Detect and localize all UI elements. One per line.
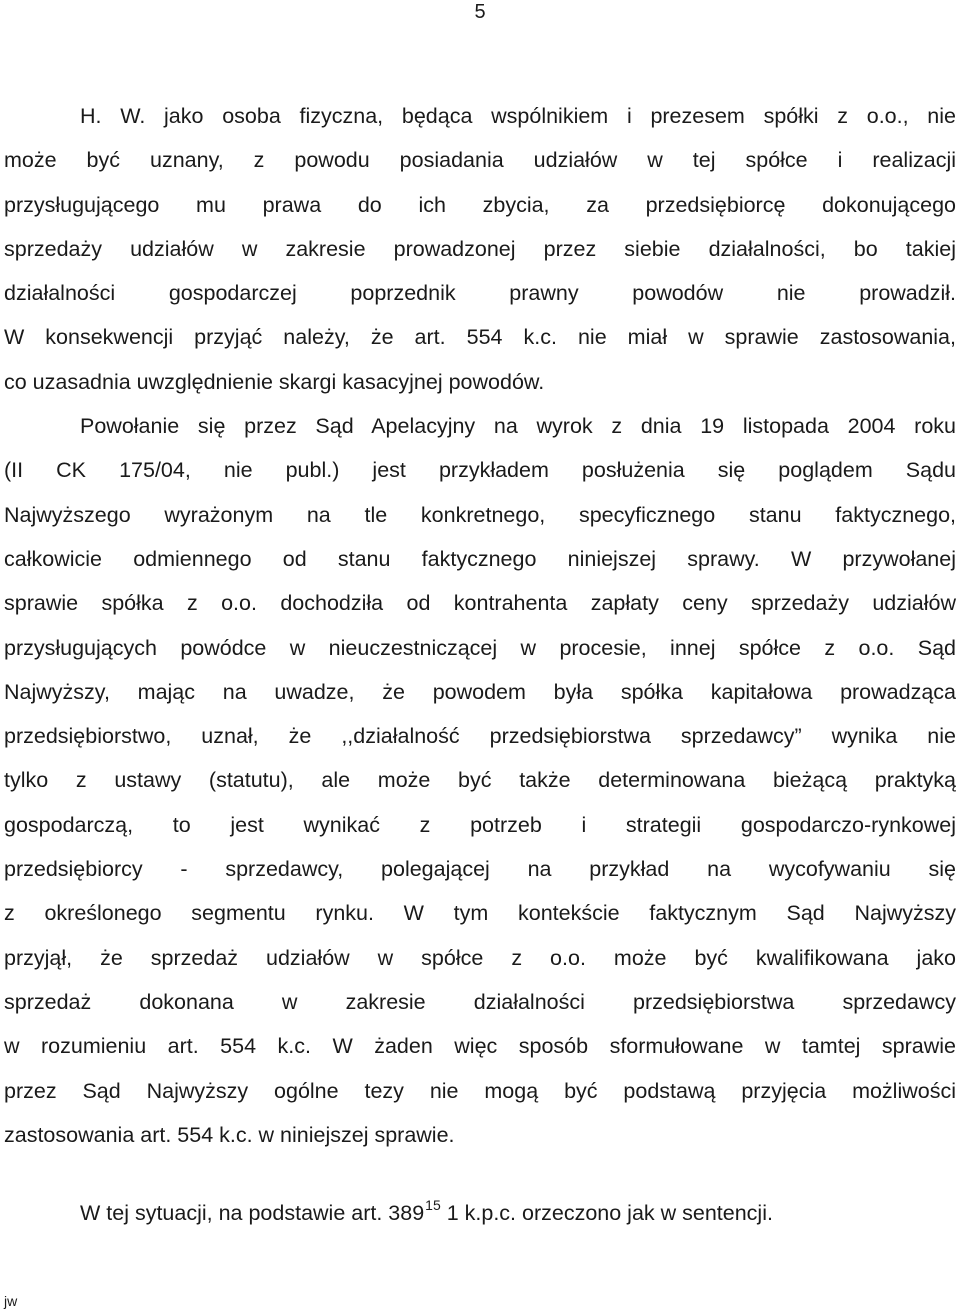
closing-text-after: 1 k.p.c. orzeczono jak w sentencji. [440,1201,773,1225]
text-line: sprzedaży udziałów w zakresie prowadzonej przez siebie działalności, bo takiej [4,236,956,261]
text-line: H. W. jako osoba fizyczna, będąca wspólnikiem i prezesem spółki z o.o., nie [80,104,956,128]
text-line: z określonego segmentu rynku. W tym kontekście faktycznym Sąd Najwyższy [4,901,956,926]
text-line: przyjął, że sprzedaż udziałów w spółce z o.o. może być kwalifikowana jako [4,945,956,970]
paragraph-2 [4,404,956,1157]
text-line: Najwyższy, mając na uwadze, że powodem była spółka kapitałowa prowadząca [4,679,956,704]
closing-text-before: W tej sytuacji, na podstawie art. 389 [80,1201,425,1225]
text-line: przez Sąd Najwyższy ogólne tezy nie mogą być podstawą przyjęcia możliwości [4,1078,956,1103]
text-line: gospodarczą, to jest wynikać z potrzeb i strategii gospodarczo-rynkowej [4,812,956,837]
text-line: sprzedaż dokonana w zakresie działalności przedsiębiorstwa sprzedawcy [4,989,956,1014]
text-line: w rozumieniu art. 554 k.c. W żaden więc sposób sformułowane w tamtej sprawie [4,1034,956,1059]
text-line: (II CK 175/04, nie publ.) jest przykładem posłużenia się poglądem Sądu [4,458,956,483]
text-line: co uzasadnia uwzględnienie skargi kasacyjnej powodów. [4,369,545,394]
text-line: może być uznany, z powodu posiadania udziałów w tej spółce i realizacji [4,148,956,173]
text-line: Powołanie się przez Sąd Apelacyjny na wyrok z dnia 19 listopada 2004 roku [80,414,956,439]
text-line: całkowicie odmiennego od stanu faktycznego niniejszej sprawy. W przywołanej [4,546,956,571]
text-line: sprawie spółka z o.o. dochodziła od kontrahenta zapłaty ceny sprzedaży udziałów [4,591,956,616]
text-line: przysługującego mu prawa do ich zbycia, za przedsiębiorcę dokonującego [4,192,956,217]
text-line: przedsiębiorstwo, uznał, że ,,działalność przedsiębiorstwa sprzedawcy” wynika nie [4,724,956,749]
text-line: W konsekwencji przyjąć należy, że art. 554 k.c. nie miał w sprawie zastosowania, [4,325,956,350]
document-body [4,94,956,1157]
text-line: Najwyższego wyrażonym na tle konkretnego, specyficznego stanu faktycznego, [4,502,956,527]
page-number: 5 [474,1,486,23]
author-initials: jw [4,1293,18,1309]
closing-superscript: 15 [425,1197,441,1213]
text-line: przedsiębiorcy - sprzedawcy, polegającej na przykład na wycofywaniu się [4,857,956,882]
closing-sentence [80,1185,773,1233]
text-line: tylko z ustawy (statutu), ale może być także determinowana bieżącą praktyką [4,768,956,793]
text-line: przysługujących powódce w nieuczestniczącej w procesie, innej spółce z o.o. Sąd [4,635,956,660]
text-line: zastosowania art. 554 k.c. w niniejszej sprawie. [4,1122,455,1147]
paragraph-1 [4,94,956,404]
text-line: działalności gospodarczej poprzednik prawny powodów nie prowadził. [4,281,956,306]
